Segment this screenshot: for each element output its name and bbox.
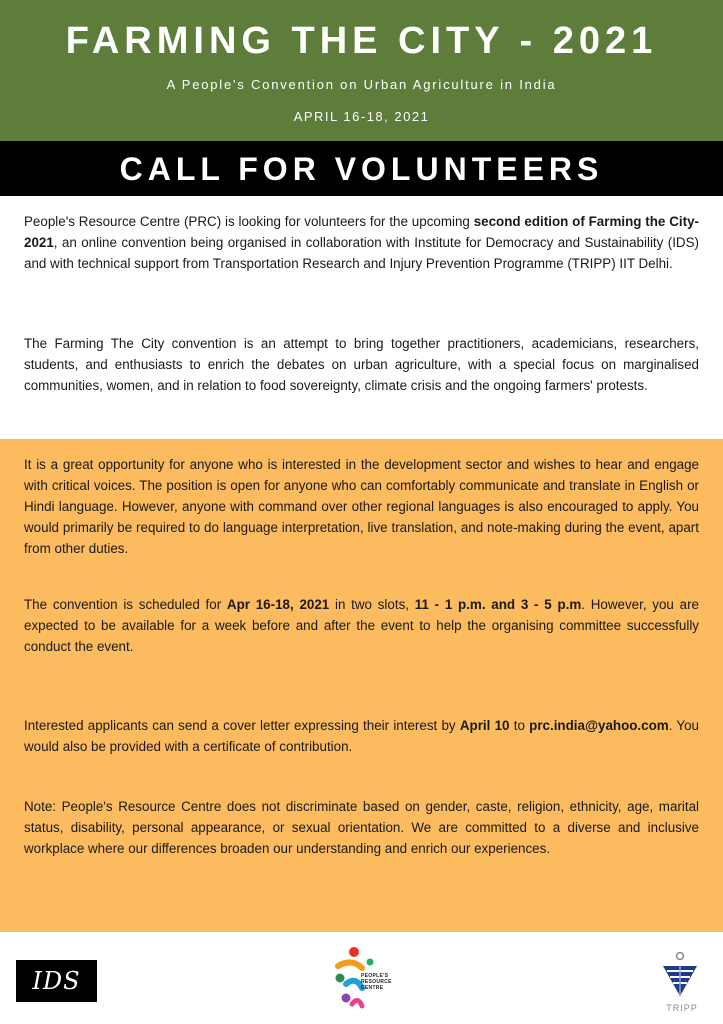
- edition-highlight: second edition of Farming the City- 2021: [24, 214, 699, 250]
- tripp-logo-text: TRIPP: [666, 1003, 698, 1013]
- event-date: APRIL 16-18, 2021: [293, 109, 430, 124]
- header: [0, 0, 723, 141]
- opportunity-paragraph: It is a great opportunity for anyone who is interested in the development sector and wishes to hear and engage with critical voices. The position is open for anyone who can comfortably communicate and translate in English or Hindi language. However, anyone with command over other regional languages is also encouraged to apply. You would primarily be required to do language interpretation, live translation, and note-making during the event, apart from other duties.: [24, 457, 699, 556]
- schedule-paragraph: [24, 594, 699, 657]
- intro-text-rest: , an online convention being organised in collaboration with Institute for Democracy and Sustainability (IDS) and with technical support from Transportation Research and Injury Prevention Programme (TRIPP) IIT Delhi.: [24, 235, 699, 271]
- convention-paragraph: The Farming The City convention is an attempt to bring together practitioners, academicians, researchers, students, and enthusiasts to enrich the debates on urban agriculture, with a special focus on marginalised communities, women, and in relation to food sovereignty, climate crisis and the ongoing farmers' protests.: [24, 336, 699, 393]
- application-paragraph: [24, 715, 699, 757]
- application-text: Interested applicants can send a cover letter expressing their interest by: [24, 718, 460, 733]
- page-title: FARMING THE CITY - 2021: [65, 20, 658, 62]
- deadline: April 10: [459, 718, 510, 733]
- schedule-text-rest: . However, you are expected to be available for a week before and after the event to help the organising committee successfully conduct the event.: [24, 597, 699, 654]
- schedule-text: The convention is scheduled for: [24, 597, 227, 612]
- prc-logo-text: PEOPLE'S RESOURCE CENTRE: [361, 973, 392, 991]
- intro-paragraph: [24, 211, 699, 274]
- application-text-mid: to: [509, 718, 530, 733]
- tripp-logo-icon: [655, 950, 705, 1000]
- page-subtitle: A People's Convention on Urban Agriculture in India: [166, 77, 557, 92]
- contact-email[interactable]: prc.india@yahoo.com: [529, 718, 669, 733]
- application-text-rest: . You would also be provided with a certificate of contribution.: [24, 718, 700, 754]
- intro-text: People's Resource Centre (PRC) is looking for volunteers for the upcoming: [24, 214, 474, 229]
- schedule-text-mid: in two slots,: [329, 597, 415, 612]
- call-for-volunteers-banner: [0, 141, 723, 196]
- banner-heading: CALL FOR VOLUNTEERS: [119, 151, 604, 187]
- ids-logo: IDS: [16, 960, 97, 1002]
- schedule-dates: Apr 16-18, 2021: [226, 597, 330, 612]
- non-discrimination-note: Note: People's Resource Centre does not discriminate based on gender, caste, religion, ethnicity, age, marital status, disability, personal appearance, or sexual orientation. We are committed to a diverse and inclusive workplace where our differences broaden our understanding and enrich our experiences.: [24, 799, 699, 856]
- schedule-slots: 11 - 1 p.m. and 3 - 5 p.m: [414, 597, 582, 612]
